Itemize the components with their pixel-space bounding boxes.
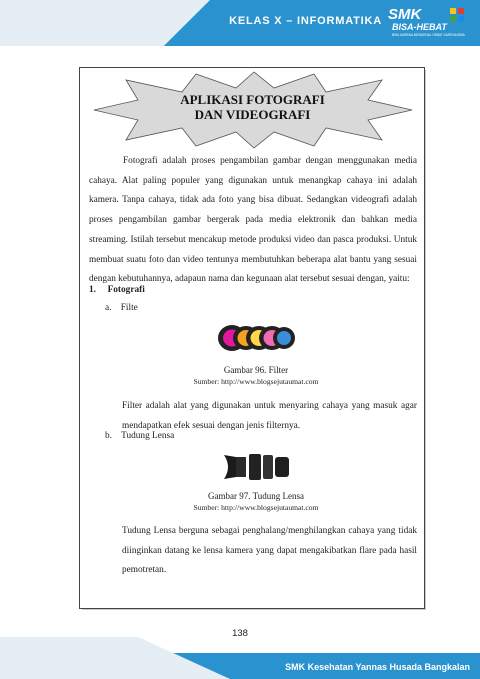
logo-tagline: BISA KARENA MENGENAL HEBAT KARENA BISA xyxy=(392,33,465,37)
item-b-marker: b. xyxy=(105,431,112,441)
figure-97-source: Sumber: http://www.blogsejutaumat.com xyxy=(193,503,319,512)
section-1-title: Fotografi xyxy=(107,285,145,295)
page-number: 138 xyxy=(232,628,248,639)
section-1-number: 1. xyxy=(89,285,96,295)
item-b-description: Tudung Lensa berguna sebagai penghalang/menghilangkan cahaya yang tidak diinginkan datang ke lensa kamera yang dapat mengakibatkan flare pada hasil pemotretan. xyxy=(122,526,417,576)
figure-96-source: Sumber: http://www.blogsejutaumat.com xyxy=(193,377,319,386)
figure-97-caption: Gambar 97. Tudung Lensa xyxy=(208,491,304,501)
item-b-heading xyxy=(105,431,174,441)
filter-image xyxy=(216,318,296,358)
lens-hood-image xyxy=(222,449,292,485)
logo-square-blue xyxy=(458,16,464,22)
item-a-heading xyxy=(105,303,138,313)
chapter-title-line2: DAN VIDEOGRAFI xyxy=(194,107,311,122)
header-title: KELAS X – INFORMATIKA xyxy=(229,15,382,27)
chapter-title-line1: APLIKASI FOTOGRAFI xyxy=(180,92,325,107)
logo-sub: BISA-HEBAT xyxy=(392,22,447,32)
logo-square-red xyxy=(458,8,464,14)
smk-logo xyxy=(388,6,472,42)
figure-96-caption: Gambar 96. Filter xyxy=(223,365,289,375)
logo-square-yellow xyxy=(450,8,456,14)
item-a-description: Filter adalah alat yang digunakan untuk menyaring cahaya yang masuk agar mendapatkan efek sesuai dengan jenis filternya. xyxy=(122,401,417,431)
item-a-marker: a. xyxy=(105,303,112,313)
item-a-label: Filte xyxy=(120,303,138,313)
section-1-heading xyxy=(89,285,145,295)
intro-paragraph: Fotografi adalah proses pengambilan gambar dengan menggunakan media cahaya. Alat paling populer yang digunakan untuk menangkap cahaya ini adalah kamera. Tanpa cahaya, tidak ada foto yang bisa dibuat. Sedangkan videografi adalah proses pengambilan gambar bergerak pada media elektronik dan bahkan media streaming. Istilah tersebut mencakup metode produksi video dan pasca produksi. Untuk membuat suatu foto dan video tentunya membutuhkan beberapa alat bantu yang sesuai dengan kebutuhannya, adapaun nama dan kegunaan alat tersebut sesuai dengan, yaitu: xyxy=(89,156,417,285)
footer-text: SMK Kesehatan Yannas Husada Bangkalan xyxy=(285,662,470,672)
logo-main: SMK xyxy=(388,6,422,23)
chapter-title xyxy=(86,92,419,122)
item-b-label: Tudung Lensa xyxy=(121,431,175,441)
logo-square-green xyxy=(450,16,456,22)
